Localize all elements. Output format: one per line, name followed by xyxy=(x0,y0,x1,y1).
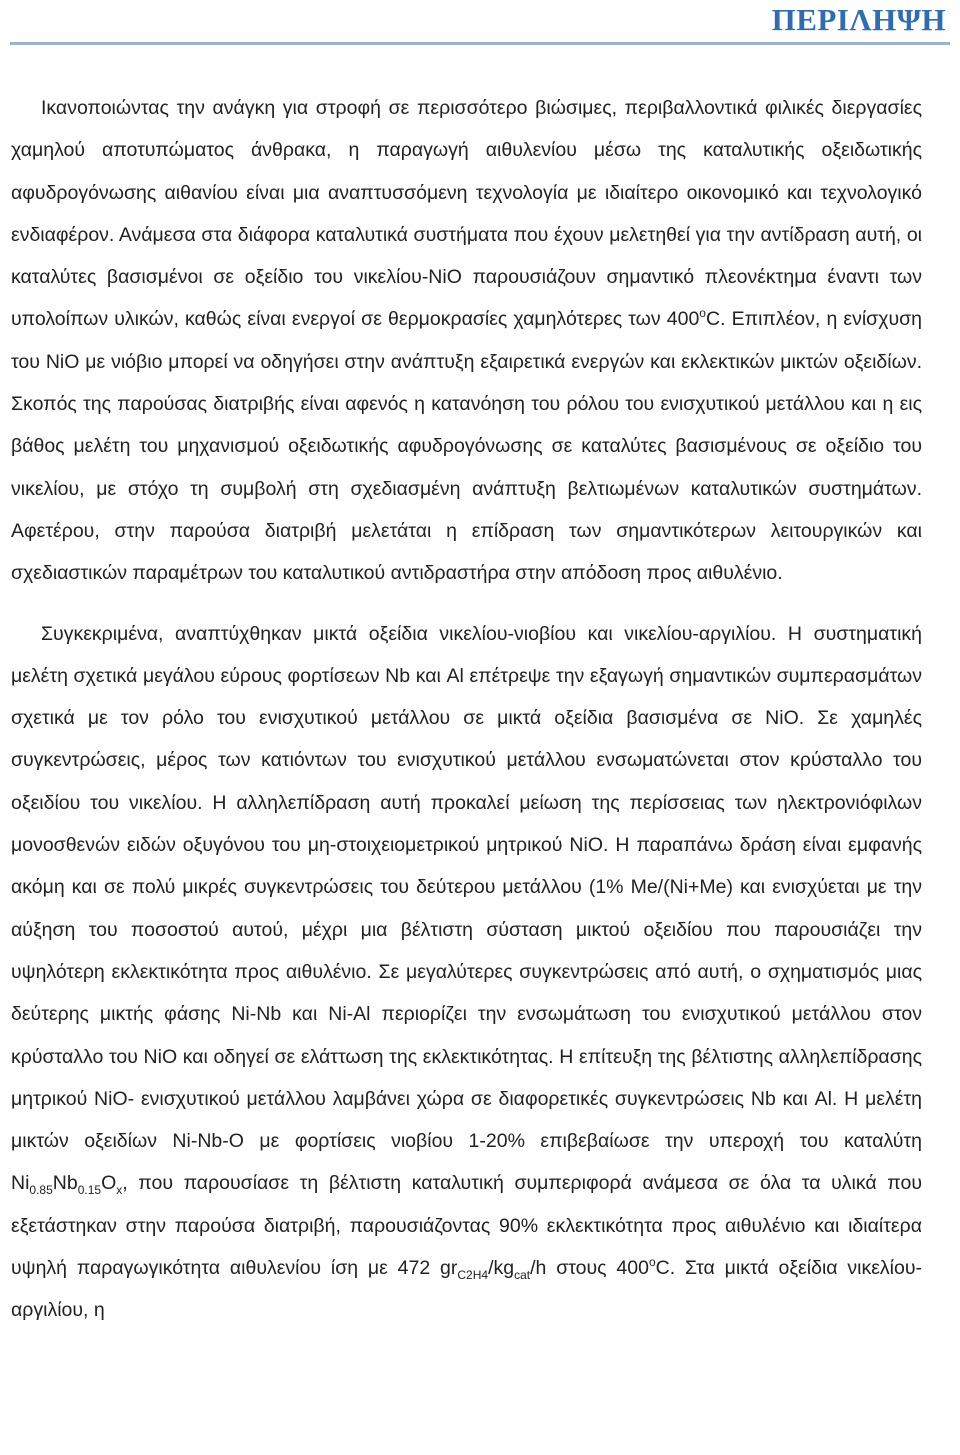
degree-superscript: o xyxy=(699,306,706,321)
paragraph-2-text: Συγκεκριμένα, αναπτύχθηκαν μικτά οξείδια νικελίου-νιοβίου και νικελίου-αργιλίου. Η συστηματική μελέτη σχετικά μεγάλου εύρους φορτίσεων Nb και Al επέτρεψε την εξαγωγή σημαντικών συμπερασμάτων σχετικά με τον ρόλο του ενισχυτικού μετάλλου σε μικτά οξείδια βασισμένα σε NiO. Σε χαμηλές συγκεντρώσεις, μέρος των κατιόντων του ενισχυτικού μετάλλου ενσωματώνεται στον κρύσταλλο του οξειδίου του νικελίου. Η αλληλεπίδραση αυτή προκαλεί μείωση της περίσσειας των ηλεκτρονιόφιλων μονοσθενών ειδών οξυγόνου του μη-στοιχειομετρικού μητρικού NiO. Η παραπάνω δράση είναι εμφανής ακόμη και σε πολύ μικρές συγκεντρώσεις του δεύτερου μετάλλου (1% Me/(Ni+Me) και ενισχύεται με την αύξηση του ποσοστού αυτού, μέχρι μια βέλτιστη σύσταση μικτού οξειδίου που παρουσιάζει την υψηλότερη εκλεκτικότητα προς αιθυλένιο. Σε μεγαλύτερες συγκεντρώσεις από αυτή, ο σχηματισμός μιας δεύτερης μικτής φάσης Ni-Nb και Ni-Al περιορίζει την ενσωμάτωση του ενισχυτικού μετάλλου στον κρύσταλλο του NiO και οδηγεί σε ελάττωση της εκλεκτικότητας. Η επίτευξη της βέλτιστης αλληλεπίδρασης μητρικού NiO- ενισχυτικού μετάλλου λαμβάνει χώρα σε διαφορετικές συγκεντρώσεις Nb και Al. Η μελέτη μικτών οξειδίων Ni-Nb-O με φορτίσεις νιοβίου 1-20% επιβεβαίωσε την υπεροχή του καταλύτη Ni xyxy=(11,622,922,1195)
paragraph-2-text-cont2: /h στους 400 xyxy=(530,1257,649,1280)
ni-subscript: 0.85 xyxy=(29,1183,53,1198)
title-divider xyxy=(10,42,950,45)
paragraph-1-text-cont: C. Επιπλέον, η ενίσχυση του NiO με νιόβιο μπορεί να οδηγήσει στην ανάπτυξη εξαιρετικά ενεργών και εκλεκτικών μικτών οξειδίων. Σκοπός της παρούσας διατριβής είναι αφενός η κατανόηση του ρόλου του ενισχυτικού μετάλλου και η εις βάθος μελέτη του μηχανισμού οξειδωτικής αφυδρογόνωσης σε καταλύτες βασισμένους σε οξείδιο του νικελίου, με στόχο τη συμβολή στη σχεδιασμένη ανάπτυξη βελτιωμένων καταλυτικών συστημάτων. Αφετέρου, στην παρούσα διατριβή μελετάται η επίδραση των σημαντικότερων λειτουργικών και σχεδιαστικών παραμέτρων του καταλυτικού αντιδραστήρα στην απόδοση προς αιθυλένιο. xyxy=(11,308,923,585)
paragraph-2-text-end: C. Στα μικτά οξείδια νικελίου-αργιλίου, η xyxy=(11,1257,922,1322)
page-title: ΠΕΡΙΛΗΨΗ xyxy=(771,2,946,37)
paragraph-1-text: Ικανοποιώντας την ανάγκη για στροφή σε περισσότερο βιώσιμες, περιβαλλοντικά φιλικές διεργασίες χαμηλού αποτυπώματος άνθρακα, η παραγωγή αιθυλενίου μέσω της καταλυτικής οξειδωτικής αφυδρογόνωσης αιθανίου είναι μια αναπτυσσόμενη τεχνολογία με ιδιαίτερο οικονομικό και τεχνολογικό ενδιαφέρον. Ανάμεσα στα διάφορα καταλυτικά συστήματα που έχουν μελετηθεί για την αντίδραση αυτή, οι καταλύτες βασισμένοι σε οξείδιο του νικελίου-NiO παρουσιάζουν σημαντικό πλεονέκτημα έναντι των υπολοίπων υλικών, καθώς είναι ενεργοί σε θερμοκρασίες χαμηλότερες των 400 xyxy=(11,97,922,331)
paragraph-1 xyxy=(11,87,922,595)
abstract-body xyxy=(11,87,922,1332)
paragraph-2 xyxy=(11,613,922,1332)
o-symbol: O xyxy=(101,1172,117,1195)
nb-symbol: Nb xyxy=(52,1172,78,1195)
kg-unit: /kg xyxy=(488,1257,515,1280)
c2h4-subscript: C2H4 xyxy=(457,1268,489,1283)
cat-subscript: cat xyxy=(514,1268,531,1283)
paragraph-2-text-cont: , που παρουσίασε τη βέλτιστη καταλυτική συμπεριφορά ανάμεσα σε όλα τα υλικά που εξετάστηκαν στην παρούσα διατριβή, παρουσιάζοντας 90% εκλεκτικότητα προς αιθυλένιο και ιδιαίτερα υψηλή παραγωγικότητα αιθυλενίου ίση με 472 gr xyxy=(11,1172,922,1280)
x-subscript: x xyxy=(116,1183,123,1198)
nb-subscript: 0.15 xyxy=(77,1183,102,1198)
degree-superscript-2: o xyxy=(648,1255,656,1270)
